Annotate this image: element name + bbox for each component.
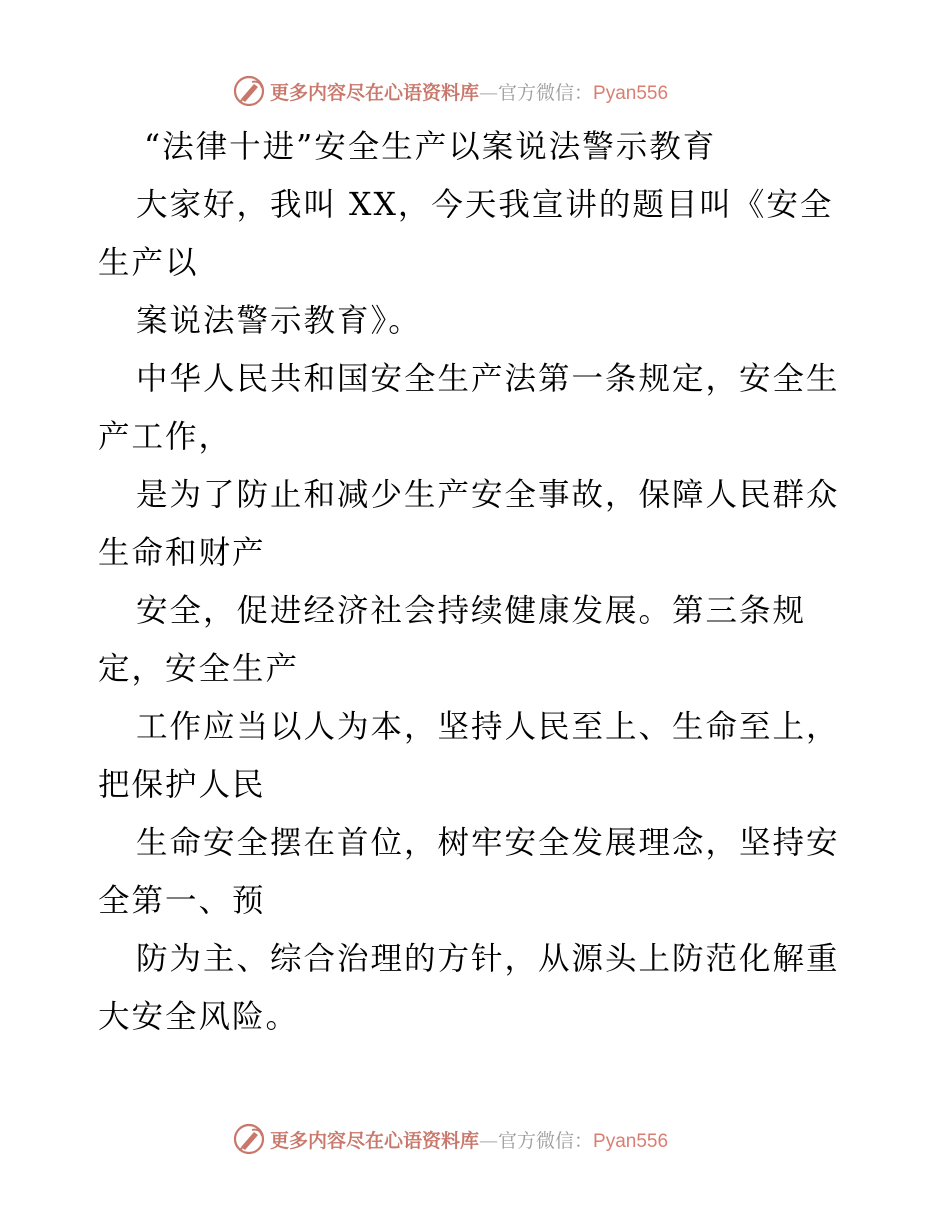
watermark-wechat-label: 官方微信： <box>498 81 594 104</box>
header-watermark <box>232 72 668 110</box>
paragraph-line: 全第一、预 <box>98 883 266 919</box>
document-title: “法律十进”安全生产以案说法警示教育 <box>144 129 717 165</box>
paragraph-line: 是为了防止和减少生产安全事故，保障人民群众 <box>136 477 840 513</box>
paragraph-line: 把保护人民 <box>98 767 266 803</box>
watermark-wechat-id: Pyan556 <box>593 82 669 104</box>
paragraph-line: 产工作， <box>98 419 233 455</box>
watermark-wechat-label: 官方微信： <box>498 1129 594 1152</box>
paragraph-line: 工作应当以人为本，坚持人民至上、生命至上， <box>136 709 840 745</box>
watermark-wechat-id: Pyan556 <box>593 1130 669 1152</box>
watermark-separator: — <box>479 81 499 104</box>
pen-logo-icon <box>232 1122 266 1156</box>
paragraph-line: 安全，促进经济社会持续健康发展。第三条规 <box>136 593 807 629</box>
paragraph-line: 生产以 <box>98 245 199 281</box>
watermark-brand-text: 更多内容尽在心语资料库 <box>270 81 480 104</box>
paragraph-line: 生命安全摆在首位，树牢安全发展理念，坚持安 <box>136 825 840 861</box>
paragraph-line: 防为主、综合治理的方针，从源头上防范化解重 <box>136 941 840 977</box>
watermark-separator: — <box>479 1129 499 1152</box>
watermark-brand-text: 更多内容尽在心语资料库 <box>270 1129 480 1152</box>
paragraph-line: 定，安全生产 <box>98 651 300 687</box>
paragraph-line: 中华人民共和国安全生产法第一条规定，安全生 <box>136 361 840 397</box>
paragraph-line: 案说法警示教育》。 <box>136 303 422 339</box>
document-body <box>98 118 868 1046</box>
footer-watermark <box>232 1120 668 1158</box>
paragraph-line: 大安全风险。 <box>98 999 300 1035</box>
paragraph-line: 生命和财产 <box>98 535 266 571</box>
pen-logo-icon <box>232 74 266 108</box>
paragraph-line: 大家好，我叫 XX，今天我宣讲的题目叫《安全 <box>136 187 834 223</box>
